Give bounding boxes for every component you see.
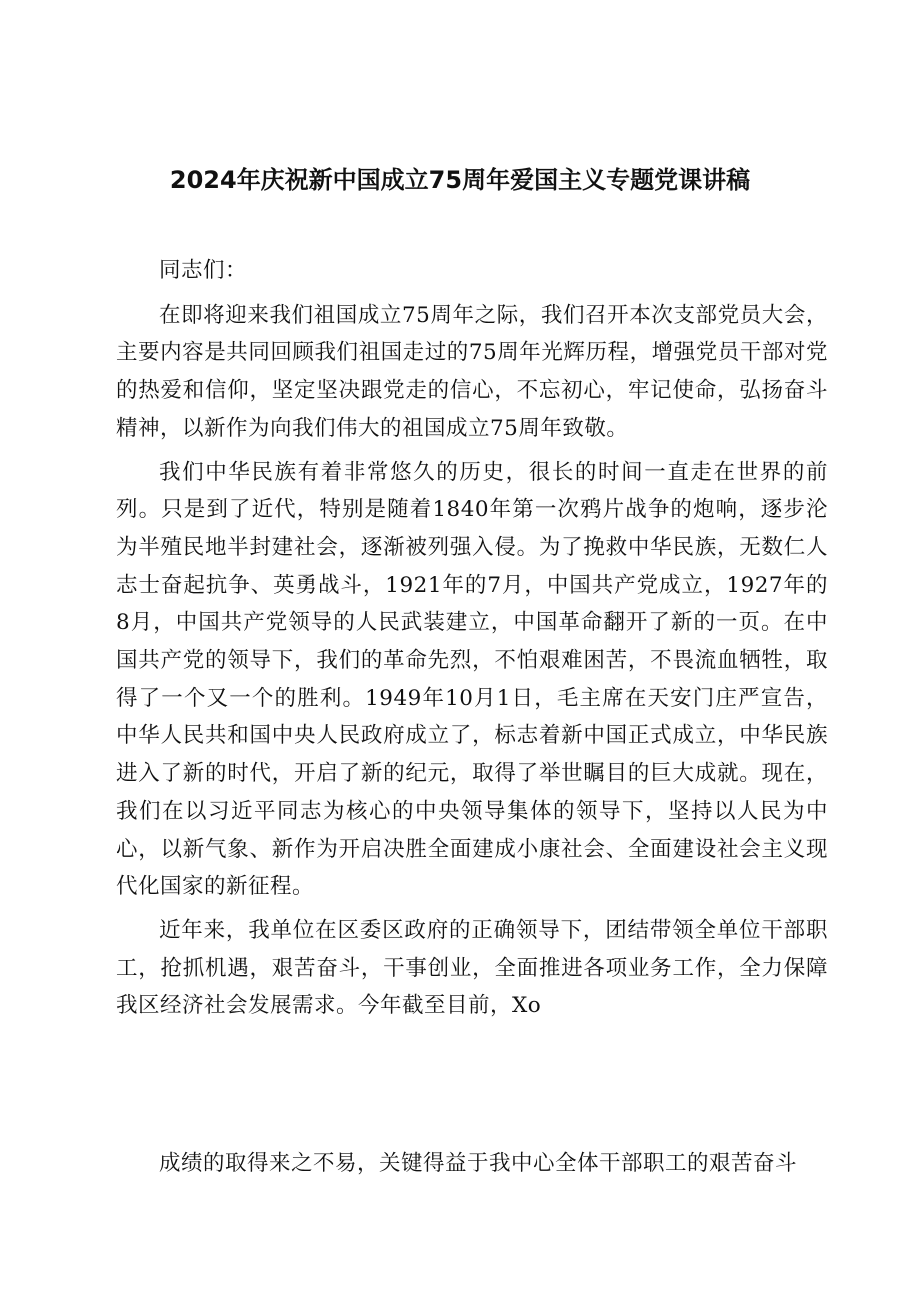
paragraph-history: 我们中华民族有着非常悠久的历史，很长的时间一直走在世界的前列。只是到了近代，特别是随着1840年第一次鸦片战争的炮响，逐步沦为半殖民地半封建社会，逐渐被列强入侵。为了挽救中华民族，无数仁人志士奋起抗争、英勇战斗，1921年的7月，中国共产党成立，1927年的8月，中国共产党领导的人民武装建立，中国革命翻开了新的一页。在中国共产党的领导下，我们的革命先烈，不怕艰难困苦，不畏流血牺牲，取得了一个又一个的胜利。1949年10月1日，毛主席在天安门庄严宣告，中华人民共和国中央人民政府成立了，标志着新中国正式成立，中华民族进入了新的时代，开启了新的纪元，取得了举世瞩目的巨大成就。现在，我们在以习近平同志为核心的中央领导集体的领导下，坚持以人民为中心，以新气象、新作为开启决胜全面建成小康社会、全面建设社会主义现代化国家的新征程。 — [116, 459, 828, 900]
greeting-line: 同志们： — [159, 258, 248, 283]
document-body-continued — [116, 1145, 828, 1183]
document-body — [116, 252, 828, 1025]
paragraph-achievements: 成绩的取得来之不易，关键得益于我中心全体干部职工的艰苦奋斗 — [159, 1151, 798, 1176]
document-title: 2024年庆祝新中国成立75周年爱国主义专题党课讲稿 — [169, 166, 751, 194]
paragraph-recent-years: 近年来，我单位在区委区政府的正确领导下，团结带领全单位干部职工，抢抓机遇，艰苦奋斗，干事创业，全面推进各项业务工作，全力保障我区经济社会发展需求。今年截至目前，Xo — [116, 917, 828, 1019]
paragraph-intro: 在即将迎来我们祖国成立75周年之际，我们召开本次支部党员大会，主要内容是共同回顾我们祖国走过的75周年光辉历程，增强党员干部对党的热爱和信仰，坚定坚决跟党走的信心，不忘初心，牢记使命，弘扬奋斗精神，以新作为向我们伟大的祖国成立75周年致敬。 — [116, 302, 828, 441]
